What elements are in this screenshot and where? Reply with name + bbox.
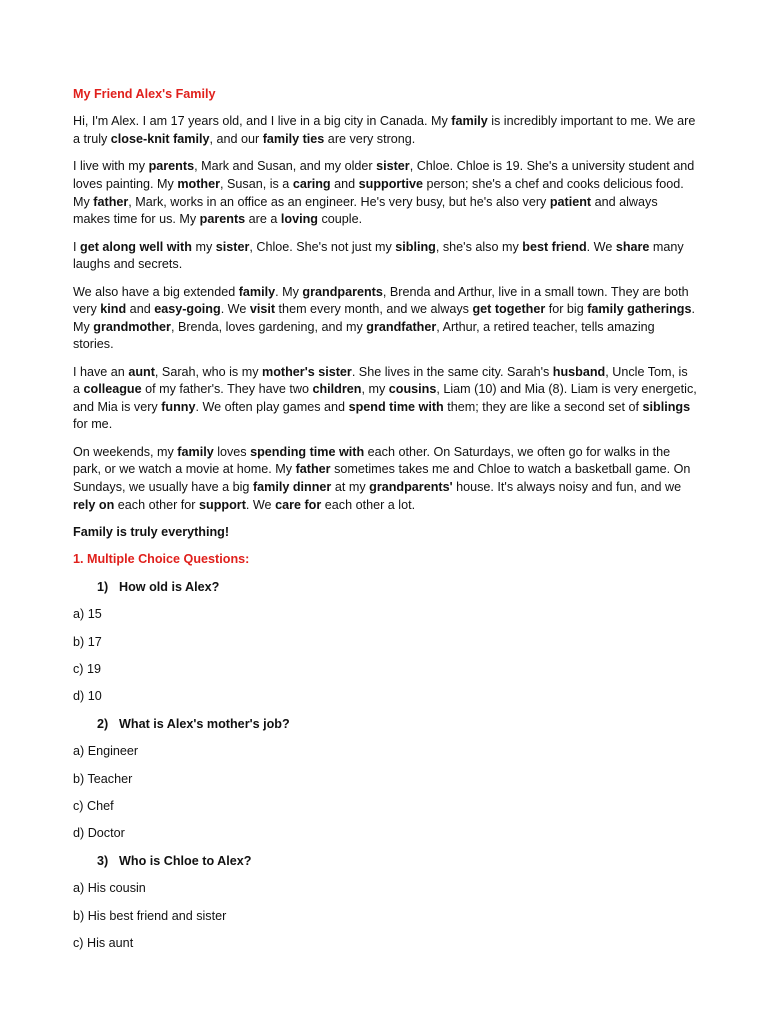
text-run: , Mark, works in an office as an engineer. He's very busy, but he's also very (128, 194, 550, 209)
bold-term: funny (161, 399, 196, 414)
text-run: them; they are like a second set of (443, 399, 643, 414)
answer-option: a) His cousin (73, 881, 146, 896)
bold-term: family ties (262, 131, 325, 146)
bold-term: family (238, 284, 276, 299)
text-run: , my (361, 382, 389, 397)
text-run: house. It's always noisy and fun, and we (452, 480, 682, 495)
text-run: I have an (73, 364, 129, 379)
text-run: for me. (73, 417, 113, 432)
bold-term: mother (177, 176, 220, 191)
bold-term: colleague (83, 382, 142, 397)
answer-option: c) Chef (73, 798, 114, 813)
text-run: , Arthur, a retired teacher, tells amazing stories. (73, 319, 655, 352)
bold-term: caring (292, 176, 331, 191)
text-run: . We (586, 239, 616, 254)
story-paragraph (73, 113, 698, 148)
bold-term: support (199, 497, 246, 512)
text-run: and always makes time for us. My (73, 194, 658, 227)
bold-term: loving (280, 212, 318, 227)
bold-term: spend time with (348, 399, 444, 414)
bold-term: family dinner (252, 480, 332, 495)
text-run: loves (213, 444, 251, 459)
bold-term: father (295, 462, 331, 477)
bold-term: parents (148, 159, 195, 174)
answer-option: b) Teacher (73, 771, 133, 786)
text-run: many laughs and secrets. (73, 239, 684, 272)
bold-term: close-knit family (110, 131, 210, 146)
bold-term: spending time with (250, 444, 365, 459)
answer-option: d) 10 (73, 689, 102, 704)
bold-term: grandfather (366, 319, 437, 334)
section-heading: 1. Multiple Choice Questions: (73, 552, 250, 567)
text-run: is incredibly important to me. We are a truly (73, 114, 696, 146)
text-run: . My (275, 284, 303, 299)
answer-option: c) 19 (73, 662, 101, 676)
text-run: my (191, 239, 216, 254)
text-run: couple. (317, 212, 363, 227)
question-title (73, 716, 698, 734)
story-paragraph (73, 364, 698, 434)
bold-term: care for (275, 497, 322, 512)
bold-term: share (615, 239, 650, 254)
story-body (73, 113, 698, 541)
text-run: . We (220, 302, 250, 317)
text-run: We also have a big extended (73, 284, 239, 299)
bold-term: sister (376, 159, 410, 174)
bold-term: supportive (358, 176, 424, 191)
bold-term: family (177, 444, 214, 459)
answer-option: d) Doctor (73, 826, 125, 841)
bold-term: husband (552, 364, 606, 379)
answer-option: a) 15 (73, 607, 102, 622)
text-run: of my father's. They have two (141, 382, 313, 397)
text-run: at my (331, 480, 370, 495)
text-run: are very strong. (324, 131, 416, 146)
bold-term: grandparents' (369, 480, 453, 495)
text-run: for big (545, 302, 588, 317)
question-title (73, 579, 698, 597)
bold-term: siblings (642, 399, 691, 414)
question-text: Who is Chloe to Alex? (119, 853, 252, 868)
answer-option: b) His best friend and sister (73, 908, 227, 923)
bold-term: parents (199, 212, 246, 227)
text-run: , and our (209, 131, 263, 146)
text-run: sometimes takes me and Chloe to watch a basketball game. On Sundays, we usually have a big (73, 462, 691, 495)
bold-term: kind (100, 302, 127, 317)
bold-term: cousins (388, 382, 437, 397)
text-run: , Brenda, loves gardening, and my (170, 319, 367, 334)
text-run: , Susan, is a (220, 176, 293, 191)
story-paragraph (73, 524, 698, 542)
bold-term: sister (215, 239, 250, 254)
bold-term: Family is truly everything! (73, 525, 230, 540)
text-run: them every month, and we always (275, 302, 473, 317)
answer-option: c) His aunt (73, 935, 134, 950)
bold-term: rely on (73, 497, 115, 512)
bold-term: grandparents (302, 284, 383, 299)
question-number: 3) (97, 853, 109, 868)
text-run: each other for (114, 497, 200, 512)
story-paragraph (73, 158, 698, 228)
question-title (73, 853, 698, 871)
bold-term: patient (549, 194, 592, 209)
bold-term: father (93, 194, 129, 209)
text-run: On weekends, my (73, 444, 178, 459)
answer-option: b) 17 (73, 634, 102, 649)
bold-term: grandmother (93, 319, 171, 334)
text-run: , Chloe. Chloe is 19. She's a university student and loves painting. My (73, 159, 695, 191)
bold-term: sibling (395, 239, 436, 254)
text-run: , Brenda and Arthur, live in a small town. They are both very (73, 284, 689, 317)
text-run: each other a lot. (321, 497, 416, 512)
bold-term: visit (249, 302, 276, 317)
question-text: How old is Alex? (119, 579, 220, 594)
question-list (73, 579, 698, 953)
bold-term: children (312, 382, 362, 397)
text-run: are a (245, 212, 281, 227)
text-run: . We often play games and (195, 399, 349, 414)
bold-term: family gatherings (587, 302, 692, 317)
document-title: My Friend Alex's Family (73, 87, 216, 101)
text-run: , Liam (10) and Mia (8). Liam is very energetic, and Mia is very (73, 382, 697, 414)
question-text: What is Alex's mother's job? (119, 716, 290, 731)
text-run: , Sarah, who is my (154, 364, 263, 379)
text-run: each other. On Saturdays, we often go for walks in the park, or we watch a movie at home. My (73, 444, 671, 477)
text-run: . She lives in the same city. Sarah's (351, 364, 553, 379)
bold-term: aunt (128, 364, 155, 379)
text-run: Hi, I'm Alex. I am 17 years old, and I live in a big city in Canada. My (73, 114, 452, 129)
bold-term: best friend (522, 239, 587, 254)
text-run: . We (245, 497, 276, 512)
bold-term: mother's sister (262, 364, 352, 379)
question-number: 2) (97, 716, 109, 731)
text-run: . My (73, 302, 696, 334)
text-run: , Uncle Tom, is a (73, 364, 688, 397)
bold-term: get along well with (80, 239, 192, 254)
text-run: and (330, 176, 359, 191)
answer-option: a) Engineer (73, 744, 139, 759)
story-paragraph (73, 239, 698, 274)
bold-term: family (451, 114, 488, 129)
text-run: person; she's a chef and cooks delicious food. My (73, 176, 684, 209)
text-run: and (126, 302, 155, 317)
text-run: I live with my (73, 159, 149, 174)
text-run: , Chloe. She's not just my (249, 239, 396, 254)
text-run: , she's also my (435, 239, 523, 254)
text-run: , Mark and Susan, and my older (194, 159, 377, 174)
bold-term: easy-going (154, 302, 221, 317)
story-paragraph (73, 444, 698, 514)
text-run: I (73, 239, 80, 254)
question-number: 1) (97, 579, 109, 594)
story-paragraph (73, 284, 698, 354)
bold-term: get together (472, 302, 546, 317)
